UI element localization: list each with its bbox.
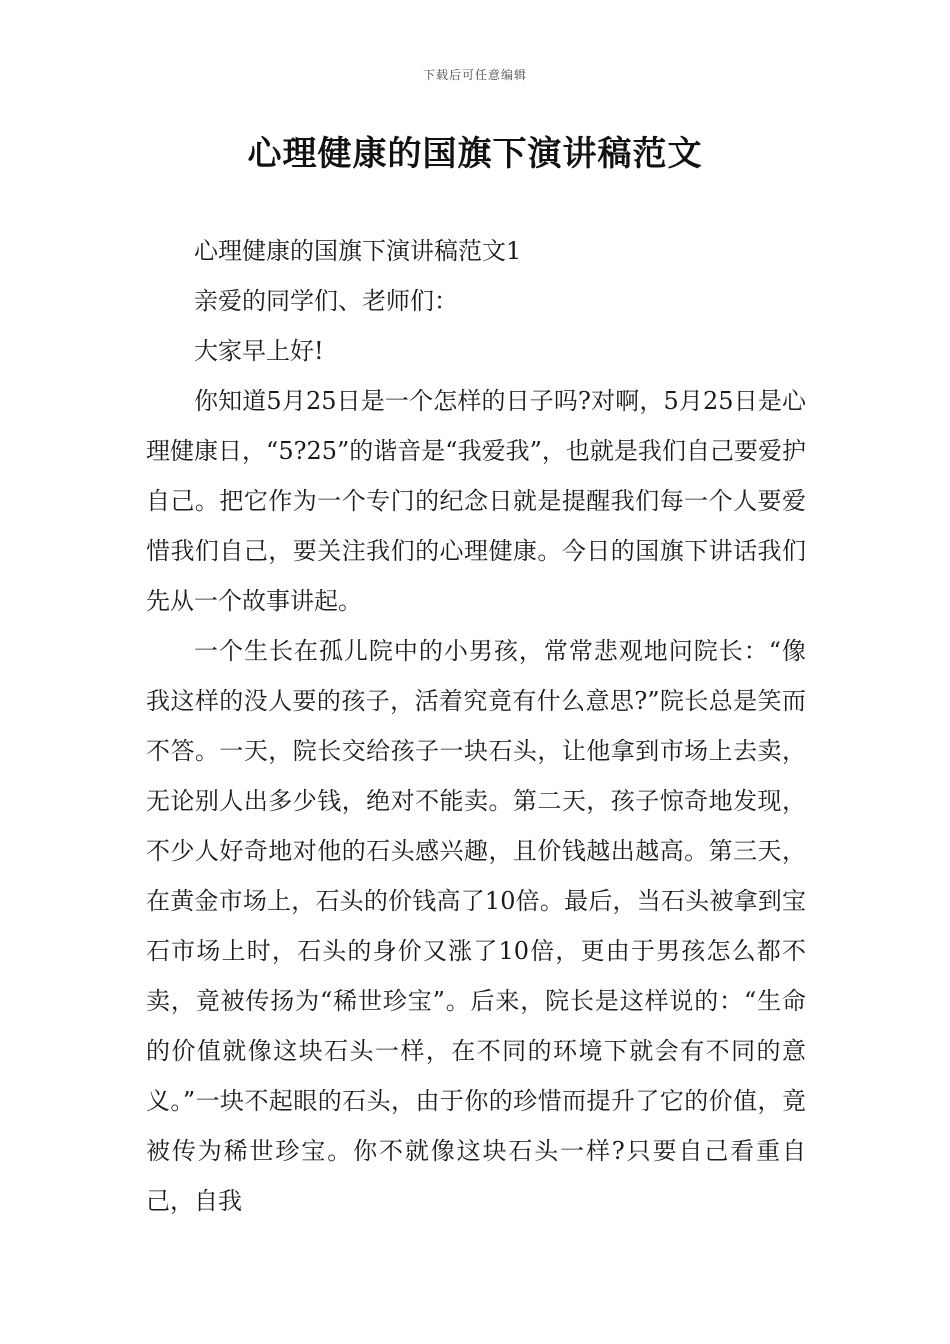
paragraph-subtitle: 心理健康的国旗下演讲稿范文1 (194, 237, 522, 265)
document-title: 心理健康的国旗下演讲稿范文 (247, 134, 703, 174)
paragraph-story: 一个生长在孤儿院中的小男孩，常常悲观地问院长：“像我这样的没人要的孩子，活着究竟有什么意思?”院长总是笑而不答。一天，院长交给孩子一块石头，让他拿到市场上去卖，无论别人出多少钱，绝对不能卖。第二天，孩子惊奇地发现，不少人好奇地对他的石头感兴趣，且价钱越出越高。第三天，在黄金市场上，石头的价钱高了10倍。最后，当石头被拿到宝石市场上时，石头的身价又涨了10倍，更由于男孩怎么都不卖，竟被传扬为“稀世珍宝”。后来，院长是这样说的：“生命的价值就像这块石头一样，在不同的环境下就会有不同的意义。”一块不起眼的石头，由于你的珍惜而提升了它的价值，竟被传为稀世珍宝。你不就像这块石头一样?只要自己看重自己，自我 (146, 637, 806, 1215)
paragraph-salutation: 亲爱的同学们、老师们： (194, 287, 458, 315)
paragraph-intro: 你知道5月25日是一个怎样的日子吗?对啊，5月25日是心理健康日，“5?25”的谐音是“我爱我”，也就是我们自己要爱护自己。把它作为一个专门的纪念日就是提醒我们每一个人要爱惜我们自己，要关注我们的心理健康。今日的国旗下讲话我们先从一个故事讲起。 (146, 387, 806, 615)
document-body (146, 226, 806, 1226)
paragraph-greeting: 大家早上好! (194, 337, 324, 365)
header-note: 下载后可任意编辑 (422, 68, 527, 82)
